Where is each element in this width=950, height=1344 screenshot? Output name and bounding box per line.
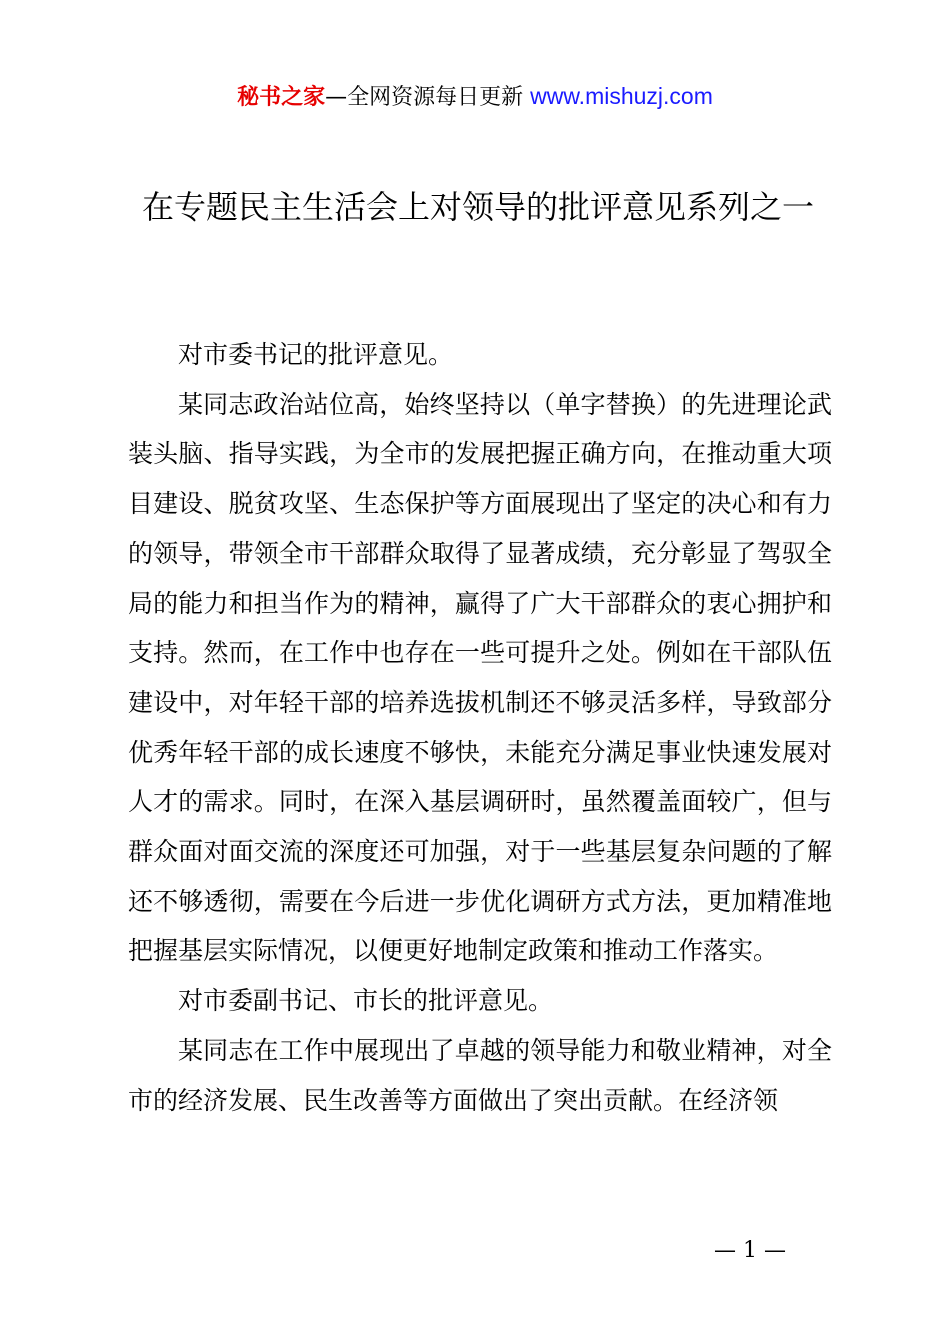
document-title: 在专题民主生活会上对领导的批评意见系列之一	[141, 188, 814, 226]
document-body	[128, 330, 832, 1125]
site-url-link[interactable]: www.mishuzj.com	[530, 83, 713, 109]
header-tagline: —全网资源每日更新	[325, 85, 524, 110]
page-header	[0, 80, 950, 114]
paragraph-body-1: 某同志政治站位高，始终坚持以（单字替换）的先进理论武装头脑、指导实践，为全市的发展把握正确方向，在推动重大项目建设、脱贫攻坚、生态保护等方面展现出了坚定的决心和有力的领导，带领全市干部群众取得了显著成绩，充分彰显了驾驭全局的能力和担当作为的精神，赢得了广大干部群众的衷心拥护和支持。然而，在工作中也存在一些可提升之处。例如在干部队伍建设中，对年轻干部的培养选拔机制还不够灵活多样，导致部分优秀年轻干部的成长速度不够快，未能充分满足事业快速发展对人才的需求。同时，在深入基层调研时，虽然覆盖面较广，但与群众面对面交流的深度还可加强，对于一些基层复杂问题的了解还不够透彻，需要在今后进一步优化调研方式方法，更加精准地把握基层实际情况，以便更好地制定政策和推动工作落实。	[128, 389, 832, 966]
brand-name: 秘书之家	[237, 85, 326, 110]
paragraph-heading-1: 对市委书记的批评意见。	[178, 340, 454, 369]
paragraph-body-2: 某同志在工作中展现出了卓越的领导能力和敬业精神，对全市的经济发展、民生改善等方面做出了突出贡献。在经济领	[128, 1035, 832, 1115]
paragraph-heading-2: 对市委副书记、市长的批评意见。	[178, 986, 554, 1016]
page-number: — 1 —	[714, 1238, 786, 1263]
